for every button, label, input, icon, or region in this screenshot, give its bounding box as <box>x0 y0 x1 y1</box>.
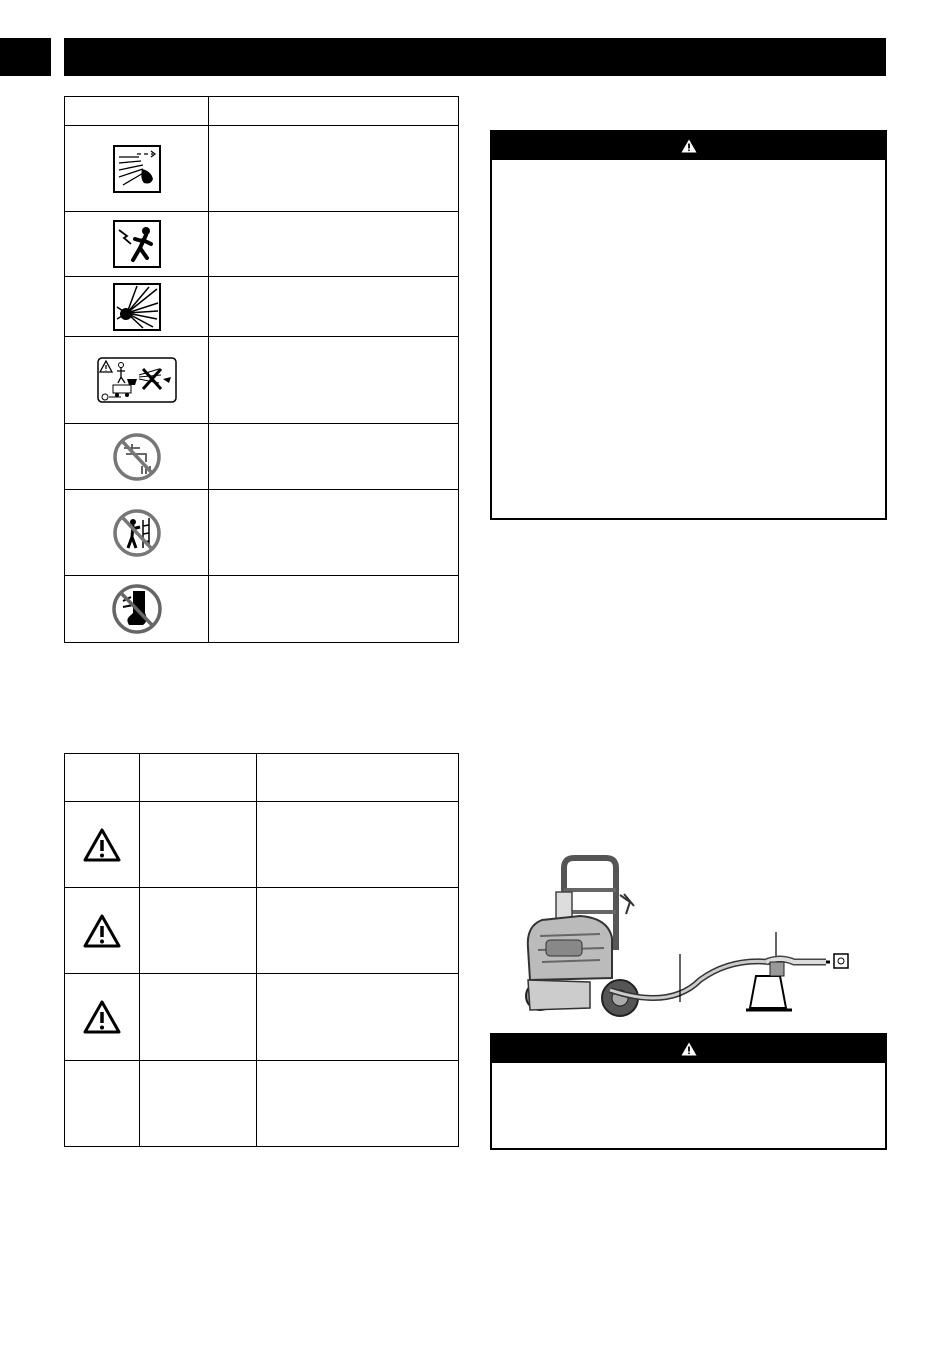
symbol-cell <box>65 974 140 1061</box>
table-row <box>65 1061 459 1147</box>
section-header-bar <box>64 38 886 76</box>
warning-triangle-icon <box>681 139 697 153</box>
symbol-cell <box>65 277 209 337</box>
meaning-column-header <box>209 97 459 126</box>
high-pressure-spray-icon <box>113 145 161 193</box>
symbol-column-header <box>65 97 209 126</box>
warning-box <box>490 1033 887 1150</box>
pressure-washer-illustration <box>520 850 860 1030</box>
symbol-cell <box>65 424 209 490</box>
table-row <box>65 490 459 576</box>
table-row <box>65 424 459 490</box>
warning-box-header <box>492 132 885 160</box>
symbol-cell <box>65 490 209 576</box>
symbol-cell <box>65 802 140 888</box>
symbol-meaning <box>209 337 459 424</box>
symbol-meaning <box>209 212 459 277</box>
electric-shock-icon <box>113 220 161 268</box>
symbol-cell <box>65 212 209 277</box>
explosion-icon <box>113 283 161 331</box>
symbol-meaning <box>209 424 459 490</box>
symbol-cell <box>65 337 209 424</box>
signal-word <box>140 888 257 974</box>
symbol-column-header <box>65 754 140 802</box>
signal-word-table <box>64 753 459 1147</box>
table-row <box>65 337 459 424</box>
signal-table-header-row <box>65 754 459 802</box>
warning-triangle-icon <box>82 827 122 863</box>
warning-triangle-icon <box>82 999 122 1035</box>
no-spraying-body-icon <box>111 583 163 635</box>
signal-word <box>140 1061 257 1147</box>
signal-word <box>140 802 257 888</box>
signal-word <box>140 974 257 1061</box>
symbol-table <box>64 96 459 643</box>
spray-injury-warning-label-icon <box>97 357 177 403</box>
signal-meaning <box>257 802 459 888</box>
table-row <box>65 576 459 643</box>
symbol-meaning <box>209 576 459 643</box>
warning-box <box>490 130 887 520</box>
table-row <box>65 212 459 277</box>
table-row <box>65 802 459 888</box>
warning-triangle-icon <box>82 913 122 949</box>
symbol-cell <box>65 1061 140 1147</box>
symbol-cell <box>65 888 140 974</box>
symbol-meaning <box>209 126 459 212</box>
table-row <box>65 974 459 1061</box>
symbol-meaning <box>209 277 459 337</box>
warning-triangle-icon <box>681 1042 697 1056</box>
signal-meaning <box>257 974 459 1061</box>
table-row <box>65 126 459 212</box>
warning-box-header <box>492 1035 885 1063</box>
symbol-meaning <box>209 490 459 576</box>
signal-meaning <box>257 888 459 974</box>
table-row <box>65 888 459 974</box>
no-drinking-water-connection-icon <box>112 432 162 482</box>
language-tab <box>0 38 51 76</box>
table-row <box>65 277 459 337</box>
meaning-column-header <box>257 754 459 802</box>
symbol-cell <box>65 576 209 643</box>
signal-meaning <box>257 1061 459 1147</box>
symbol-cell <box>65 126 209 212</box>
no-ladder-use-icon <box>112 508 162 558</box>
signal-word-column-header <box>140 754 257 802</box>
symbol-table-header-row <box>65 97 459 126</box>
